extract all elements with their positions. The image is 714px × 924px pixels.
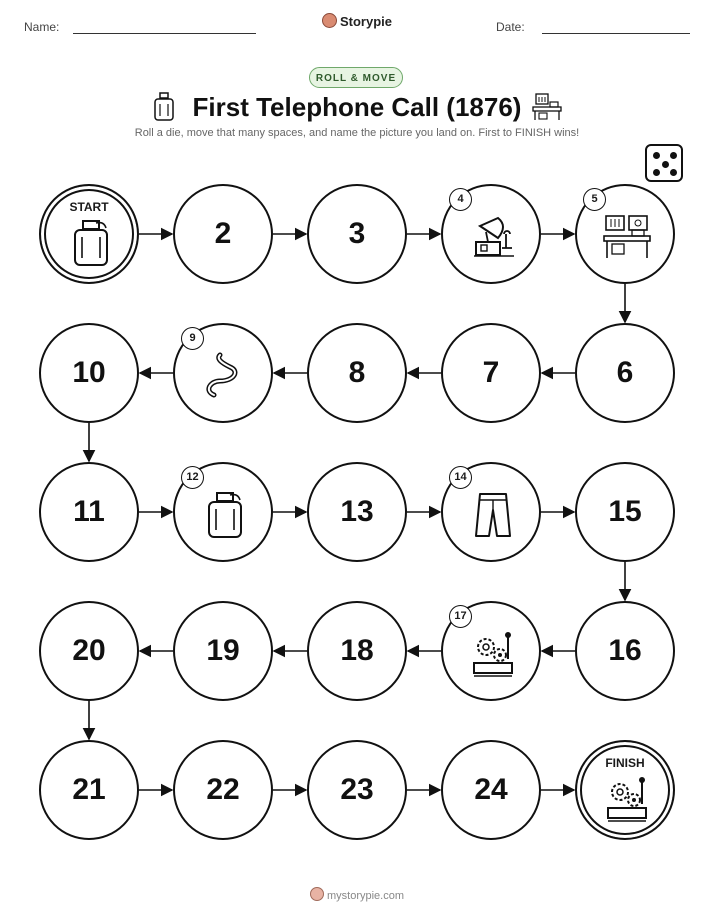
space-number: 22	[206, 773, 240, 806]
instructions: Roll a die, move that many spaces, and name the picture you land on. First to FINISH wins!	[134, 127, 580, 139]
ink-bottle-icon	[200, 490, 250, 540]
roll-move-badge: ROLL & MOVE	[309, 67, 403, 88]
start-space	[39, 184, 139, 284]
space-16	[575, 601, 675, 701]
space-number: 11	[73, 495, 105, 528]
trousers-icon	[468, 490, 518, 540]
space-label: START	[69, 200, 109, 214]
space-8	[307, 323, 407, 423]
space-9	[173, 323, 273, 423]
space-number: 24	[474, 773, 508, 806]
workbench-icon	[602, 212, 652, 262]
gears-machine-icon	[468, 629, 518, 679]
space-number-badge: 9	[181, 327, 204, 350]
space-number: 2	[214, 217, 232, 250]
space-22	[173, 740, 273, 840]
space-number-badge: 17	[449, 605, 472, 628]
space-11	[39, 462, 139, 562]
space-23	[307, 740, 407, 840]
space-7	[441, 323, 541, 423]
space-10	[39, 323, 139, 423]
footer-url: mystorypie.com	[326, 890, 405, 902]
space-3	[307, 184, 407, 284]
space-18	[307, 601, 407, 701]
space-5	[575, 184, 675, 284]
space-21	[39, 740, 139, 840]
footer	[0, 887, 714, 902]
name-label: Name:	[24, 20, 60, 34]
space-number: 6	[616, 356, 634, 389]
space-17	[441, 601, 541, 701]
space-13	[307, 462, 407, 562]
space-6	[575, 323, 675, 423]
space-19	[173, 601, 273, 701]
space-number: 8	[348, 356, 366, 389]
space-number: 19	[206, 634, 240, 667]
space-number-badge: 5	[583, 188, 606, 211]
space-4	[441, 184, 541, 284]
bear-logo-icon	[310, 887, 324, 901]
space-24	[441, 740, 541, 840]
space-number: 3	[348, 217, 366, 250]
finish-space	[575, 740, 675, 840]
space-number: 20	[72, 634, 106, 667]
space-number: 13	[340, 495, 374, 528]
date-label: Date:	[496, 20, 525, 34]
space-label: FINISH	[605, 756, 645, 770]
space-14	[441, 462, 541, 562]
brand-name: Storypie	[339, 14, 392, 29]
space-15	[575, 462, 675, 562]
space-2	[173, 184, 273, 284]
space-number-badge: 12	[181, 466, 204, 489]
space-number: 10	[72, 356, 106, 389]
space-20	[39, 601, 139, 701]
space-number: 23	[340, 773, 374, 806]
space-number: 7	[482, 356, 500, 389]
wire-icon	[200, 351, 250, 401]
space-number: 18	[340, 634, 374, 667]
gears-machine-icon	[602, 774, 652, 824]
page-title: First Telephone Call (1876)	[192, 92, 522, 122]
gramophone-icon	[468, 212, 518, 262]
space-number-badge: 14	[449, 466, 472, 489]
space-12	[173, 462, 273, 562]
space-number: 21	[72, 773, 106, 806]
ink-bottle-icon	[66, 218, 116, 268]
space-number: 16	[608, 634, 642, 667]
space-number-badge: 4	[449, 188, 472, 211]
space-number: 15	[608, 495, 642, 528]
